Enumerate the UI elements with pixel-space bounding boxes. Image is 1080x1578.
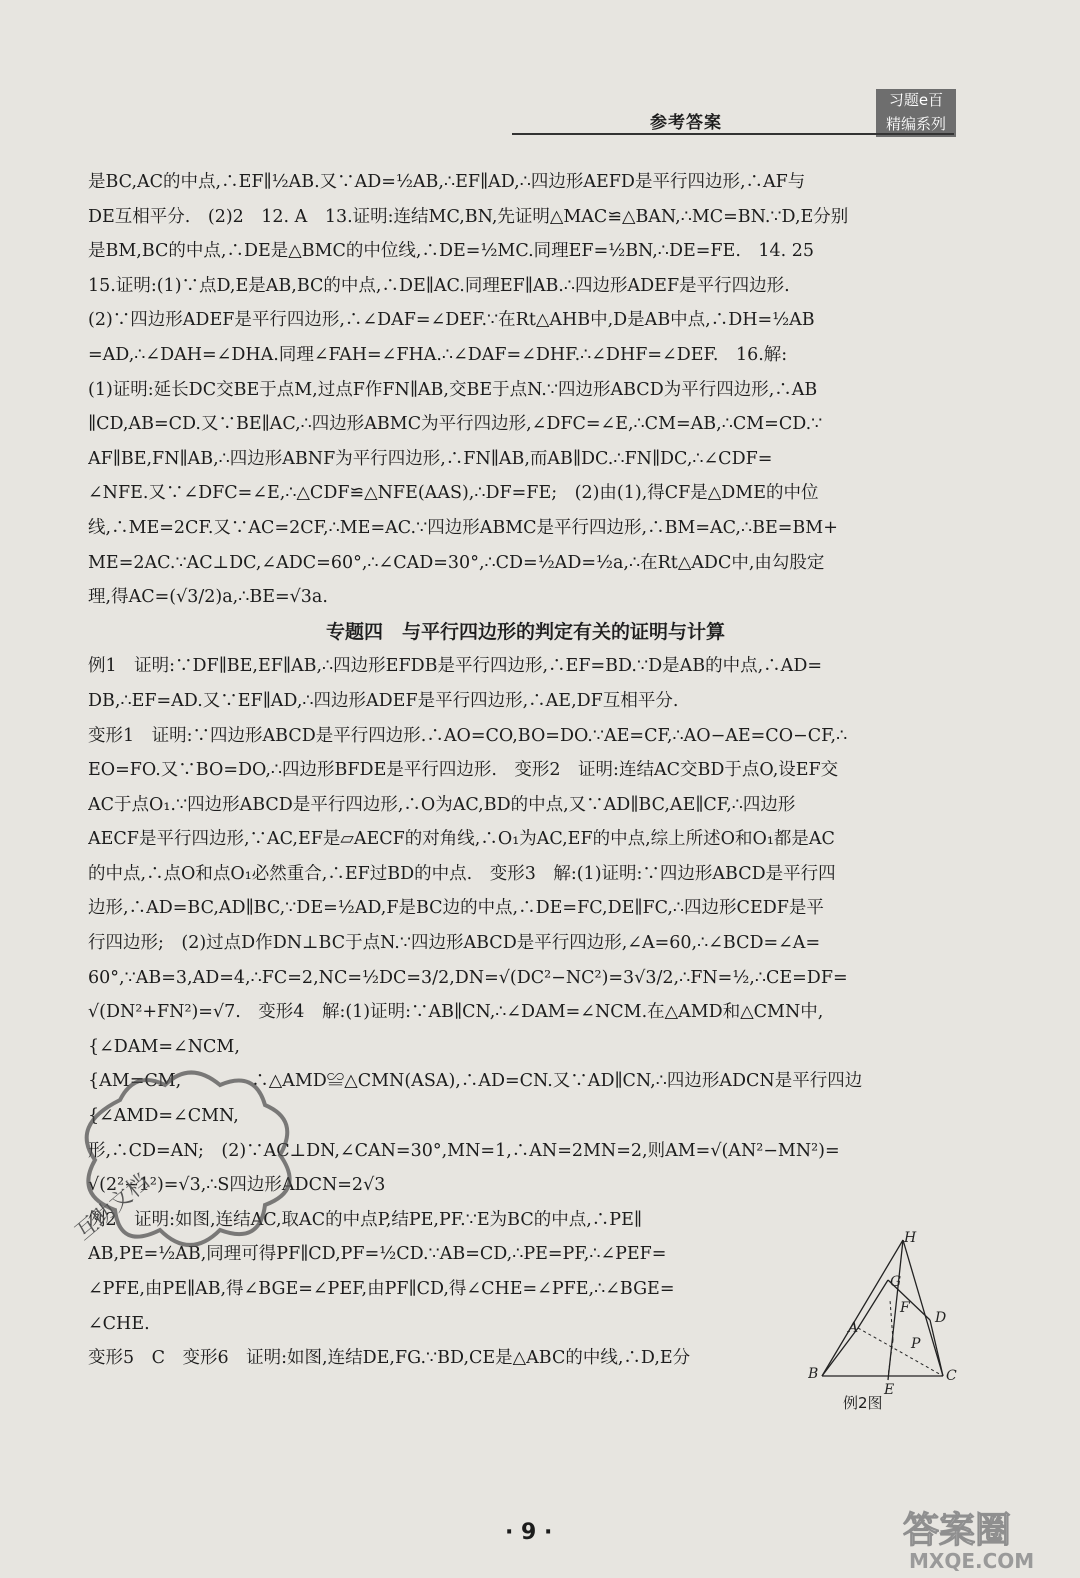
text-line: 边形,∴AD=BC,AD∥BC,∵DE=½AD,F是BC边的中点,∴DE=FC,DE∥FC,∴四边形CEDF是平 [88, 898, 824, 919]
figure-caption: 例2图 [843, 1394, 883, 1412]
text-line: {∠AMD=∠CMN, [88, 1106, 239, 1127]
text-line: ME=2AC.∵AC⊥DC,∠ADC=60°,∴∠CAD=30°,∴CD=½AD=½a,∴在Rt△ADC中,由勾股定 [88, 552, 825, 573]
text-line: AB,PE=½AB,同理可得PF∥CD,PF=½CD.∵AB=CD,∴PE=PF,∴∠PEF= [88, 1244, 667, 1265]
text-line: DB,∴EF=AD.又∵EF∥AD,∴四边形ADEF是平行四边形,∴AE,DF互相平分. [88, 690, 679, 711]
text-line: 形,∴CD=AN; (2)∵AC⊥DN,∠CAN=30°,MN=1,∴AN=2MN=2,则AM=√(AN²−MN²)= [88, 1140, 840, 1161]
text-line: (1)证明:延长DC交BE于点M,过点F作FN∥AB,交BE于点N.∵四边形ABCD为平行四边形,∴AB [88, 379, 818, 400]
figure-label-f: F [900, 1300, 910, 1316]
text-line: √(2²−1²)=√3,∴S四边形ADCN=2√3 [88, 1175, 386, 1196]
text-line: AF∥BE,FN∥AB,∴四边形ABNF为平行四边形,∴FN∥AB,而AB∥DC.∴FN∥DC,∴∠CDF= [88, 448, 773, 469]
text-line: ∥CD,AB=CD.又∵BE∥AC,∴四边形ABMC为平行四边形,∠DFC=∠E,∴CM=AB,∴CM=CD.∵ [88, 414, 823, 435]
text-line: ∠NFE.又∵∠DFC=∠E,∴△CDF≌△NFE(AAS),∴DF=FE; (2)由(1),得CF是△DME的中位 [88, 483, 819, 504]
section-title: 专题四 与平行四边形的判定有关的证明与计算 [325, 620, 725, 643]
text-line: {AM=CM, ∴△AMD≌△CMN(ASA),∴AD=CN.又∵AD∥CN,∴四边形ADCN是平行四边 [88, 1071, 863, 1092]
stamp-text: 互助文档 [71, 1169, 155, 1246]
figure-label-d: D [935, 1310, 947, 1326]
text-line: 理,得AC=(√3/2)a,∴BE=√3a. [88, 587, 328, 608]
figure-label-e: E [884, 1382, 895, 1398]
watermark-url: MXQE.COM [909, 1549, 1035, 1573]
header-rule [512, 133, 954, 135]
figure-label-b: B [808, 1366, 819, 1382]
text-line: (2)∵四边形ADEF是平行四边形,∴∠DAF=∠DEF.∵在Rt△AHB中,D是AB中点,∴DH=½AB [88, 310, 815, 331]
text-line: 变形1 证明:∵四边形ABCD是平行四边形.∴AO=CO,BO=DO.∵AE=CF,∴AO−AE=CO−CF,∴ [88, 725, 848, 746]
figure-label-c: C [946, 1368, 957, 1384]
page-number: · 9 · [505, 1520, 553, 1545]
text-line: 变形5 C 变形6 证明:如图,连结DE,FG.∵BD,CE是△ABC的中线,∴D,E分 [88, 1348, 691, 1369]
text-line: ∠CHE. [88, 1313, 150, 1334]
text-line: 是BC,AC的中点,∴EF∥½AB.又∵AD=½AB,∴EF∥AD,∴四边形AEFD是平行四边形,∴AF与 [88, 172, 806, 192]
stamp-graphic [60, 1060, 320, 1260]
text-line: 的中点,∴点O和点O₁必然重合,∴EF过BD的中点. 变形3 解:(1)证明:∵四边形ABCD是平行四 [88, 863, 836, 884]
text-line: √(DN²+FN²)=√7. 变形4 解:(1)证明:∵AB∥CN,∴∠DAM=∠NCM.在△AMD和△CMN中, [88, 1002, 824, 1023]
text-line: 60°,∵AB=3,AD=4,∴FC=2,NC=½DC=3/2,DN=√(DC²−NC²)=3√3/2,∴FN=½,∴CE=DF= [88, 967, 848, 988]
text-line: =AD,∴∠DAH=∠DHA.同理∠FAH=∠FHA.∴∠DAF=∠DHF.∴∠DHF=∠DEF. 16.解: [88, 344, 788, 365]
text-line: 15.证明:(1)∵点D,E是AB,BC的中点,∴DE∥AC.同理EF∥AB.∴四边形ADEF是平行四边形. [88, 275, 790, 296]
figure-label-g: G [890, 1274, 902, 1290]
text-line: ∠PFE,由PE∥AB,得∠BGE=∠PEF,由PF∥CD,得∠CHE=∠PFE,∴∠BGE= [88, 1279, 675, 1299]
text-line: {∠DAM=∠NCM, [88, 1036, 240, 1057]
watermark-logo [895, 1500, 1075, 1575]
figure-label-a: A [848, 1320, 859, 1336]
example-2-figure [808, 1230, 968, 1420]
text-line: 是BM,BC的中点,∴DE是△BMC的中位线,∴DE=½MC.同理EF=½BN,∴DE=FE. 14. 25 [88, 241, 815, 262]
text-line: 例2 证明:如图,连结AC,取AC的中点P,结PE,PF.∵E为BC的中点,∴PE∥ [88, 1209, 642, 1230]
text-line: AECF是平行四边形,∵AC,EF是▱AECF的对角线,∴O₁为AC,EF的中点,综上所述O和O₁都是AC [88, 829, 835, 850]
series-line2: 精编系列 [885, 115, 946, 133]
figure-label-p: P [911, 1336, 921, 1352]
text-line: EO=FO.又∵BO=DO,∴四边形BFDE是平行四边形. 变形2 证明:连结AC交BD于点O,设EF交 [88, 760, 839, 781]
text-line: 例1 证明:∵DF∥BE,EF∥AB,∴四边形EFDB是平行四边形,∴EF=BD.∵D是AB的中点,∴AD= [88, 656, 823, 677]
figure-label-h: H [904, 1230, 917, 1246]
series-line1: 习题e百 [888, 91, 944, 109]
text-line: 行四边形; (2)过点D作DN⊥BC于点N.∵四边形ABCD是平行四边形,∠A=60,∴∠BCD=∠A= [88, 933, 821, 954]
series-badge [876, 89, 956, 137]
text-line: AC于点O₁.∵四边形ABCD是平行四边形,∴O为AC,BD的中点,又∵AD∥BC,AE∥CF,∴四边形 [88, 794, 796, 815]
watermark-text: 答案圈 [903, 1510, 1012, 1551]
text-line: 线,∴ME=2CF.又∵AC=2CF,∴ME=AC.∵四边形ABMC是平行四边形,∴BM=AC,∴BE=BM+ [88, 517, 838, 538]
text-line: DE互相平分. (2)2 12. A 13.证明:连结MC,BN,先证明△MAC≌△BAN,∴MC=BN.∵D,E分别 [88, 206, 849, 227]
header-title: 参考答案 [650, 113, 722, 133]
